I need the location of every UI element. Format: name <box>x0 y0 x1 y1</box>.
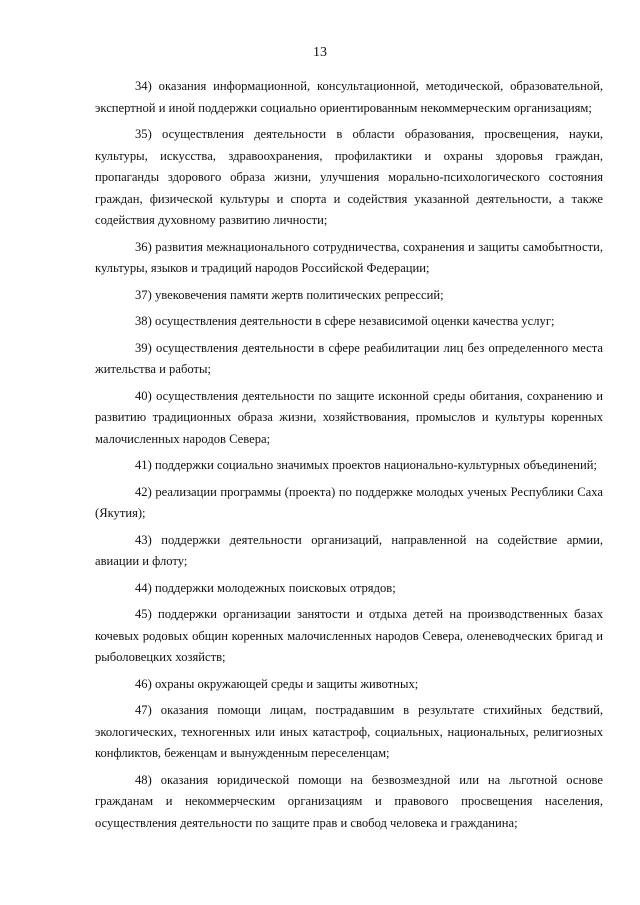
list-item <box>95 338 603 381</box>
list-item <box>95 700 603 765</box>
item-number: 42) <box>135 484 152 499</box>
item-text: осуществления деятельности в сфере независимой оценки качества услуг; <box>154 314 555 328</box>
item-number: 35) <box>135 127 152 141</box>
item-text: реализации программы (проекта) по поддержке молодых ученых Республики Саха (Якутия); <box>95 484 603 520</box>
item-number: 36) <box>135 239 152 254</box>
item-number: 34) <box>135 79 152 93</box>
item-number: 48) <box>135 772 152 787</box>
item-number: 43) <box>135 532 152 547</box>
page-number: 13 <box>313 45 327 60</box>
item-text: охраны окружающей среды и защиты животных; <box>154 676 419 691</box>
list-item <box>95 124 603 232</box>
list-item <box>95 76 603 119</box>
list-item <box>95 482 603 525</box>
list-item <box>95 455 603 477</box>
list-item <box>95 285 603 307</box>
item-text: осуществления деятельности в области образования, просвещения, науки, культуры, искусства, здравоохранения, профилактики и охраны здоровья граждан, пропаганды здорового образа жизни, улучшения морально-психологического состояния граждан, физической культуры и спорта и содействия указанной деятельности, а также содействия духовному развитию личности; <box>95 127 603 227</box>
item-text: увековечения памяти жертв политических репрессий; <box>154 287 444 302</box>
item-number: 37) <box>135 287 152 302</box>
item-number: 41) <box>135 458 152 472</box>
item-text: оказания юридической помощи на безвозмездной или на льготной основе гражданам и некоммерческим организациям и правового просвещения населения, осуществления деятельности по защите прав и свобод человека и гражданина; <box>95 772 603 830</box>
list-item <box>95 604 603 669</box>
item-number: 39) <box>135 340 152 355</box>
item-text: оказания информационной, консультационной, методической, образовательной, экспертной и иной поддержки социально ориентированным некоммерческим организациям; <box>95 79 603 115</box>
list-item <box>95 530 603 573</box>
list-item <box>95 386 603 451</box>
list-item <box>95 578 603 600</box>
item-text: развития межнационального сотрудничества, сохранения и защиты самобытности, культуры, языков и традиций народов Российской Федерации; <box>95 239 603 275</box>
list-item <box>95 674 603 696</box>
item-text: оказания помощи лицам, пострадавшим в результате стихийных бедствий, экологических, техногенных или иных катастроф, социальных, национальных, религиозных конфликтов, беженцам и вынужденным переселенцам; <box>95 703 603 760</box>
item-text: поддержки социально значимых проектов национально-культурных объединений; <box>154 458 597 472</box>
item-text: поддержки организации занятости и отдыха детей на производственных базах кочевых родовых общин коренных малочисленных народов Севера, оленеводческих бригад и рыболовецких хозяйств; <box>95 607 603 664</box>
item-number: 46) <box>135 676 152 691</box>
list-item <box>95 237 603 280</box>
item-number: 47) <box>135 703 152 717</box>
item-number: 44) <box>135 580 152 595</box>
item-text: осуществления деятельности по защите исконной среды обитания, сохранению и развитию традиционных образа жизни, хозяйствования, промыслов и культуры коренных малочисленных народов Севера; <box>95 388 603 446</box>
list-item <box>95 311 603 333</box>
item-number: 45) <box>135 607 152 621</box>
item-text: поддержки деятельности организаций, направленной на содействие армии, авиации и флоту; <box>95 532 603 568</box>
item-number: 40) <box>135 388 152 403</box>
document-body <box>95 76 603 839</box>
item-text: осуществления деятельности в сфере реабилитации лиц без определенного места жительства и работы; <box>95 340 603 376</box>
list-item <box>95 770 603 835</box>
item-text: поддержки молодежных поисковых отрядов; <box>154 580 396 595</box>
item-number: 38) <box>135 314 152 328</box>
